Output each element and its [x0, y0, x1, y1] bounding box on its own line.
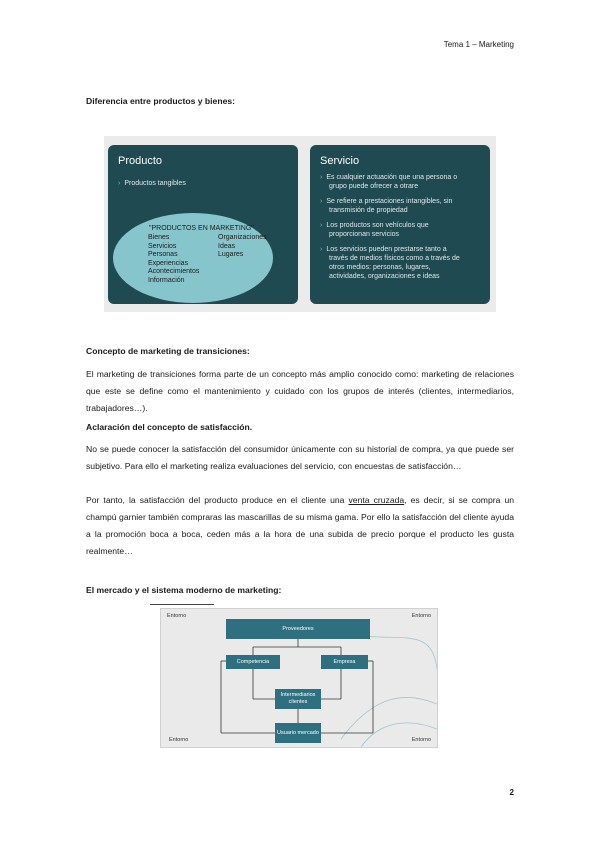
empresa-box: Empresa	[321, 655, 368, 669]
entorno-label: Entorno	[411, 613, 431, 619]
heading-productos-bienes: Diferencia entre productos y bienes:	[86, 96, 235, 106]
venta-cruzada-term: venta cruzada	[348, 495, 405, 505]
entorno-label: Entorno	[167, 613, 187, 619]
page-number: 2	[509, 788, 514, 797]
servicio-panel	[310, 145, 490, 304]
heading-marketing-transiciones: Concepto de marketing de transiciones:	[86, 346, 250, 356]
proveedores-box: Proveedores	[226, 619, 370, 639]
marketing-system-diagram	[160, 608, 438, 748]
productos-servicios-figure	[104, 136, 496, 312]
servicio-bullet: › Los productos son vehículos que proporcionan servicios	[320, 222, 429, 238]
servicio-title: Servicio	[320, 155, 360, 167]
usuario-box: Usuario mercado	[275, 723, 321, 743]
producto-panel	[108, 145, 298, 304]
servicio-bullet: › Los servicios pueden prestarse tanto a través de medios físicos como a través de otros medios: personas, lugares, actividades, organizaciones e ideas	[320, 246, 460, 280]
intermediarios-box: Intermediarios clientes	[275, 689, 321, 709]
oval-column-1: Bienes Servicios Personas Experiencias Acontecimientos Información	[148, 234, 200, 284]
paragraph-satisfaccion-1: No se puede conocer la satisfacción del consumidor únicamente con su historial de compra, ya que puede ser subjetivo. Para ello el marketing realiza evaluaciones del servicio, con encuestas de satisfacción…	[86, 444, 514, 471]
heading-mercado: El mercado y el sistema moderno de marketing:	[86, 585, 282, 595]
divider	[150, 604, 214, 605]
servicio-bullet: › Es cualquier actuación que una persona o grupo puede ofrecer a otrare	[320, 174, 458, 190]
page-header: Tema 1 – Marketing	[443, 40, 514, 49]
paragraph-satisfaccion-2: Por tanto, la satisfacción del producto produce en el cliente una venta cruzada, es decir, si se compra un champú garnier también compraras las mascarillas de su misma gama. Por ello la satisfacción del cliente ayuda a la promoción boca a boca, ceden más a la hora de una subida de precio porque el producto les gusta realmente…	[86, 495, 515, 556]
entorno-label: Entorno	[169, 737, 189, 743]
entorno-label: Entorno	[411, 737, 431, 743]
servicio-bullet: › Se refiere a prestaciones intangibles, sin transmisión de propiedad	[320, 198, 453, 214]
oval-column-2: Organizaciones Ideas Lugares	[218, 234, 267, 259]
heading-satisfaccion: Aclaración del concepto de satisfacción.	[86, 422, 253, 432]
oval-title: "PRODUCTOS EN MARKETING"	[149, 225, 254, 232]
producto-title: Producto	[118, 155, 163, 167]
paragraph-marketing-transiciones: El marketing de transiciones forma parte de un concepto más amplio conocido como: marketing de relaciones que este se define como el mantenimiento y cuidado con los grupos de interés (clientes, intermediarios, trabajadores…).	[86, 369, 514, 413]
competencia-box: Competencia	[226, 655, 280, 669]
arrow-icon: ›	[118, 180, 121, 187]
producto-bullet: › Productos tangibles	[118, 180, 186, 187]
